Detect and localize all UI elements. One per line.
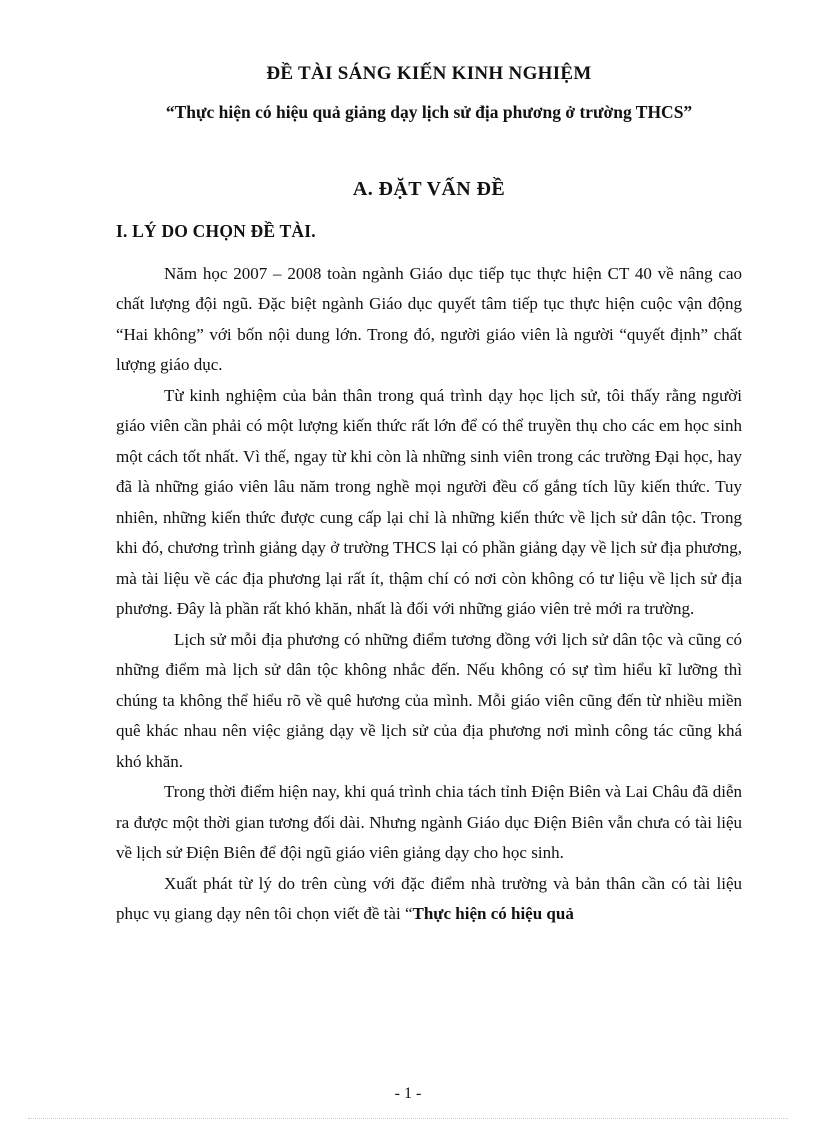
paragraph-5-bold-title: Thực hiện có hiệu quả [412,904,574,924]
paragraph-5 [116,869,742,930]
quote-open-mark: “ [404,904,413,924]
paragraph-5-lead: Xuất phát từ lý do trên cùng với đặc điểm nhà trường và bản thân cần có tài liệu phục vụ giang dạy nên tôi chọn viết đề tài [116,873,742,924]
paragraph-3: Lịch sử mỗi địa phương có những điểm tương đồng với lịch sử dân tộc và cũng có những điểm mà lịch sử dân tộc không nhắc đến. Nếu không có sự tìm hiểu kĩ lưỡng thì chúng ta không thể hiểu rõ về quê hương của mình. Mỗi giáo viên cũng đến từ nhiều miền quê khác nhau nên việc giảng dạy về lịch sử của địa phương nơi mình công tác cũng khá khó khăn. [116,629,742,771]
paragraph-4: Trong thời điểm hiện nay, khi quá trình chia tách tỉnh Điện Biên và Lai Châu đã diễn ra được một thời gian tương đối dài. Nhưng ngành Giáo dục Điện Biên vẫn chưa có tài liệu về lịch sử Điện Biên để đội ngũ giáo viên giảng dạy cho học sinh. [116,782,742,863]
paragraph-1: Năm học 2007 – 2008 toàn ngành Giáo dục tiếp tục thực hiện CT 40 về nâng cao chất lượng đội ngũ. Đặc biệt ngành Giáo dục quyết tâm tiếp tục thực hiện cuộc vận động “Hai không” với bốn nội dung lớn. Trong đó, người giáo viên là người “quyết định” chất lượng giáo dục. [116,263,742,375]
page-content [116,0,742,930]
subsection-heading-i: I. LÝ DO CHỌN ĐỀ TÀI. [116,220,316,241]
paragraph-2: Từ kinh nghiệm của bản thân trong quá trình dạy học lịch sử, tôi thấy rằng người giáo viên cần phải có một lượng kiến thức rất lớn để có thể truyền thụ cho các em học sinh một cách tốt nhất. Vì thế, ngay từ khi còn là những sinh viên trong các trường Đại học, hay đã là những giáo viên lâu năm trong nghề mọi người đều cố gắng tích lũy kiến thức. Tuy nhiên, những kiến thức được cung cấp lại chỉ là những kiến thức về lịch sử dân tộc. Trong khi đó, chương trình giảng dạy ở trường THCS lại có phần giảng dạy về lịch sử địa phương, mà tài liệu về các địa phương lại rất ít, thậm chí có nơi còn không có tư liệu về lịch sử địa phương. Đây là phần rất khó khăn, nhất là đối với những giáo viên trẻ mới ra trường. [116,385,742,619]
document-title: ĐỀ TÀI SÁNG KIẾN KINH NGHIỆM [266,63,592,84]
document-subtitle: “Thực hiện có hiệu quả giảng dạy lịch sử địa phương ở trường THCS” [165,101,693,122]
bottom-divider [28,1118,788,1120]
page-number-footer: - 1 - [394,1085,422,1102]
section-heading-a: A. ĐẶT VẤN ĐỀ [352,177,506,200]
